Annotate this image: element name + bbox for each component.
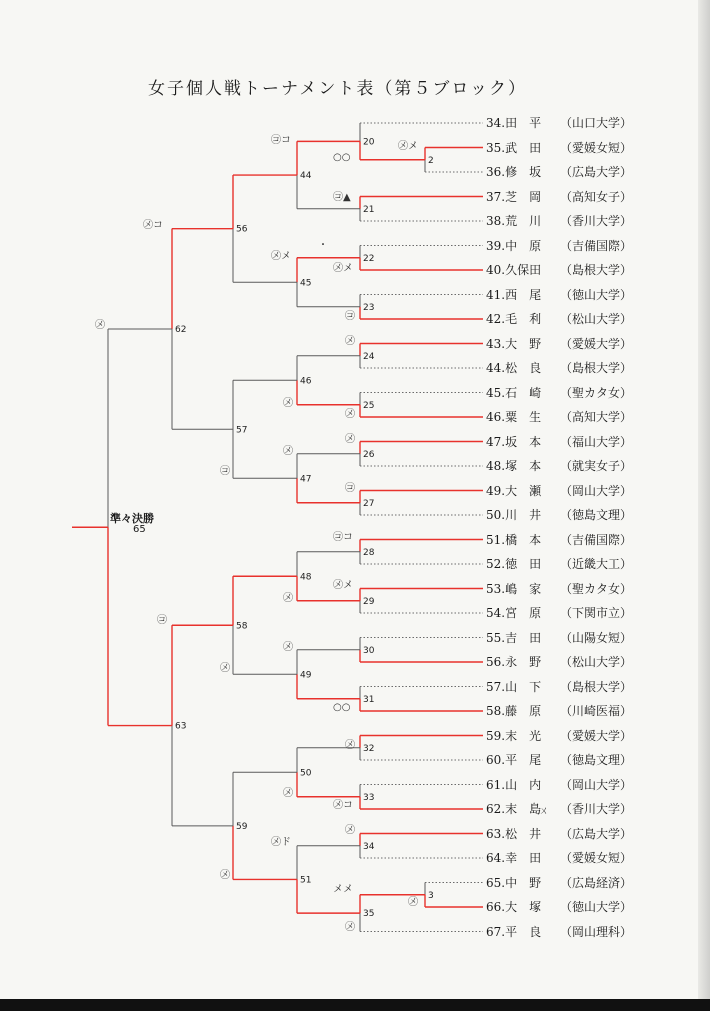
player-school: （岡山大学） [560,483,633,498]
player-35 [486,140,633,156]
player-49 [486,483,633,499]
mark-m30: ㋱ [283,642,293,653]
player-school: （広島経済） [560,875,633,890]
mark-m49: ㋱ [220,663,230,674]
mark-m26: ㋱ [345,434,355,445]
player-42 [486,311,633,327]
mark-m3: ㋱ [408,897,418,908]
player-name: 56.永 野 [486,655,542,669]
mark-m2: ㋱メ [398,141,418,152]
mark-m35: メメ [333,884,353,895]
page-title: 女子個人戦トーナメント表（第５ブロック） [148,79,527,99]
match-number-27: 27 [363,498,375,509]
player-50 [486,507,633,523]
player-name: 49.大 瀬 [486,483,542,498]
match-number-28: 28 [363,547,375,558]
mark-m50: ㋱ [283,788,293,799]
player-school: （愛媛女短） [560,140,633,155]
player-59 [486,728,633,744]
player-school: （岡山大学） [560,777,633,792]
mark-m23: ㋙ [345,311,355,322]
player-school: （川崎医福） [560,704,633,718]
player-34 [486,115,633,131]
player-63 [486,826,633,842]
match-number-3: 3 [428,890,434,901]
match-number-57: 57 [236,425,248,436]
mark-m24: ㋱ [345,336,355,347]
player-name: 55.吉 田 [486,630,542,645]
player-school: （吉備国際） [560,532,633,547]
player-67 [486,924,633,940]
mark-m34: ㋱ [345,825,355,836]
player-school: （高知大学） [560,410,633,424]
player-name: 62.末 島 [486,802,542,816]
player-38 [486,213,633,229]
player-school: （島根大学） [560,679,633,694]
mark-m29: ㋱メ [333,580,353,591]
player-64 [486,850,633,866]
match-number-33: 33 [363,792,375,803]
player-name: 45.石 崎 [486,385,542,400]
match-number-31: 31 [363,694,375,705]
match-number-34: 34 [363,841,375,852]
player-55 [486,630,633,646]
match-number-62: 62 [175,324,187,335]
player-name: 59.末 光 [486,728,542,743]
match-number-58: 58 [236,621,248,632]
player-48 [486,458,633,474]
player-school: （聖カタ女） [560,385,633,400]
player-name: 64.幸 田 [486,851,542,865]
player-school: （愛媛大学） [560,728,633,743]
page-edge-shadow [698,0,710,1011]
player-name: 36.修 坂 [486,165,542,179]
mark-m22: ㋱メ [333,263,353,274]
player-name: 52.徳 田 [486,557,542,571]
match-number-23: 23 [363,302,375,313]
mark-m58: ㋙ [157,615,167,626]
player-school: （広島大学） [560,826,633,841]
player-57 [486,679,633,695]
player-58 [486,703,633,719]
mark-m32: ㋱ [345,740,355,751]
match-number-63: 63 [175,721,187,732]
mark-m27: ㋙ [345,483,355,494]
player-name: 50.川 井 [486,508,542,522]
player-65 [486,875,633,891]
player-school: （島根大学） [560,263,633,277]
player-name: 57.山 下 [486,679,542,694]
mark-m62x: ㄨ [539,806,549,817]
player-school: （就実女子） [560,459,633,473]
player-school: （下関市立） [560,606,633,620]
player-40 [486,262,633,278]
mark-m20b: ○○ [333,152,351,163]
player-school: （高知女子） [560,189,633,204]
mark-m48: ㋱ [283,593,293,604]
player-school: （徳山大学） [560,287,633,302]
player-name: 44.松 良 [486,361,542,375]
player-53 [486,581,633,597]
player-school: （松山大学） [560,655,633,669]
player-name: 51.橋 本 [486,532,542,547]
player-47 [486,434,633,450]
mark-m56: ㋱コ [143,220,163,231]
player-54 [486,605,633,621]
match-number-44: 44 [300,171,312,182]
mark-m25: ㋱ [345,409,355,420]
mark-m59: ㋱ [220,870,230,881]
quarterfinal-number: 65 [133,524,146,535]
player-56 [486,654,633,670]
player-school: （岡山理科） [560,924,633,939]
player-school: （近畿大工） [560,557,633,571]
player-46 [486,409,633,425]
player-name: 48.塚 本 [486,459,542,473]
match-number-49: 49 [300,670,312,681]
player-name: 35.武 田 [486,140,542,155]
player-school: （徳島文理） [560,753,633,767]
player-school: （聖カタ女） [560,581,633,596]
player-44 [486,360,633,376]
player-school: （松山大学） [560,312,633,326]
match-number-56: 56 [236,224,248,235]
match-number-30: 30 [363,645,375,656]
player-name: 54.宮 原 [486,606,542,620]
player-school: （愛媛大学） [560,336,633,351]
match-number-2: 2 [428,155,434,166]
mark-m46: ㋱ [283,398,293,409]
player-school: （山口大学） [560,116,633,130]
player-39 [486,238,633,254]
player-name: 63.松 井 [486,826,542,841]
mark-m57: ㋙ [220,466,230,477]
mark-m28: ㋙コ [333,532,353,543]
mark-m21: ㋙▲ [333,192,351,203]
player-name: 47.坂 本 [486,434,542,449]
player-name: 41.西 尾 [486,287,542,302]
mark-m47: ㋱ [283,446,293,457]
mark-m62: ㋱ [95,320,105,331]
mark-dot: ・ [318,240,328,251]
player-45 [486,385,633,401]
match-number-51: 51 [300,875,312,886]
player-school: （香川大学） [560,214,633,228]
match-number-32: 32 [363,743,375,754]
player-name: 46.粟 生 [486,410,542,424]
player-43 [486,336,633,352]
player-41 [486,287,633,303]
player-name: 37.芝 岡 [486,189,542,204]
mark-m45: ㋱メ [271,251,291,262]
mark-m20: ㋙コ [271,135,291,146]
match-number-46: 46 [300,376,312,387]
match-number-59: 59 [236,821,248,832]
match-number-21: 21 [363,204,375,215]
match-number-45: 45 [300,278,312,289]
mark-m31: ○○ [333,702,351,713]
player-36 [486,164,633,180]
mark-m35b: ㋱ [345,922,355,933]
player-name: 60.平 尾 [486,753,542,767]
player-51 [486,532,633,548]
match-number-29: 29 [363,596,375,607]
match-number-35: 35 [363,909,375,920]
player-school: （広島大学） [560,165,633,179]
match-number-47: 47 [300,474,312,485]
match-number-20: 20 [363,137,375,148]
match-number-48: 48 [300,572,312,583]
player-name: 43.大 野 [486,336,542,351]
player-name: 58.藤 原 [486,704,542,718]
player-name: 40.久保田 [486,263,542,277]
player-school: （島根大学） [560,361,633,375]
player-name: 42.毛 利 [486,312,542,326]
player-name: 39.中 原 [486,238,542,253]
player-name: 38.荒 川 [486,214,542,228]
player-school: （吉備国際） [560,238,633,253]
mark-m51: ㋱ド [271,837,291,848]
page-bottom-edge [0,999,710,1011]
quarterfinal-label: 準々決勝 [110,512,154,525]
player-school: （香川大学） [560,802,633,816]
player-62 [486,801,633,817]
player-name: 65.中 野 [486,875,542,890]
player-61 [486,777,633,793]
player-school: （福山大学） [560,434,633,449]
player-name: 61.山 内 [486,777,542,792]
player-66 [486,899,633,915]
player-60 [486,752,633,768]
player-school: （愛媛女短） [560,851,633,865]
match-number-22: 22 [363,253,375,264]
player-37 [486,189,633,205]
player-name: 34.田 平 [486,116,542,130]
player-name: 53.嶋 家 [486,581,542,596]
player-52 [486,556,633,572]
match-number-25: 25 [363,400,375,411]
player-school: （徳山大学） [560,900,633,914]
match-number-50: 50 [300,768,312,779]
player-name: 67.平 良 [486,924,542,939]
match-number-26: 26 [363,449,375,460]
player-name: 66.大 塚 [486,900,542,914]
player-school: （山陽女短） [560,630,633,645]
player-school: （徳島文理） [560,508,633,522]
mark-m33: ㋱コ [333,800,353,811]
match-number-24: 24 [363,351,375,362]
